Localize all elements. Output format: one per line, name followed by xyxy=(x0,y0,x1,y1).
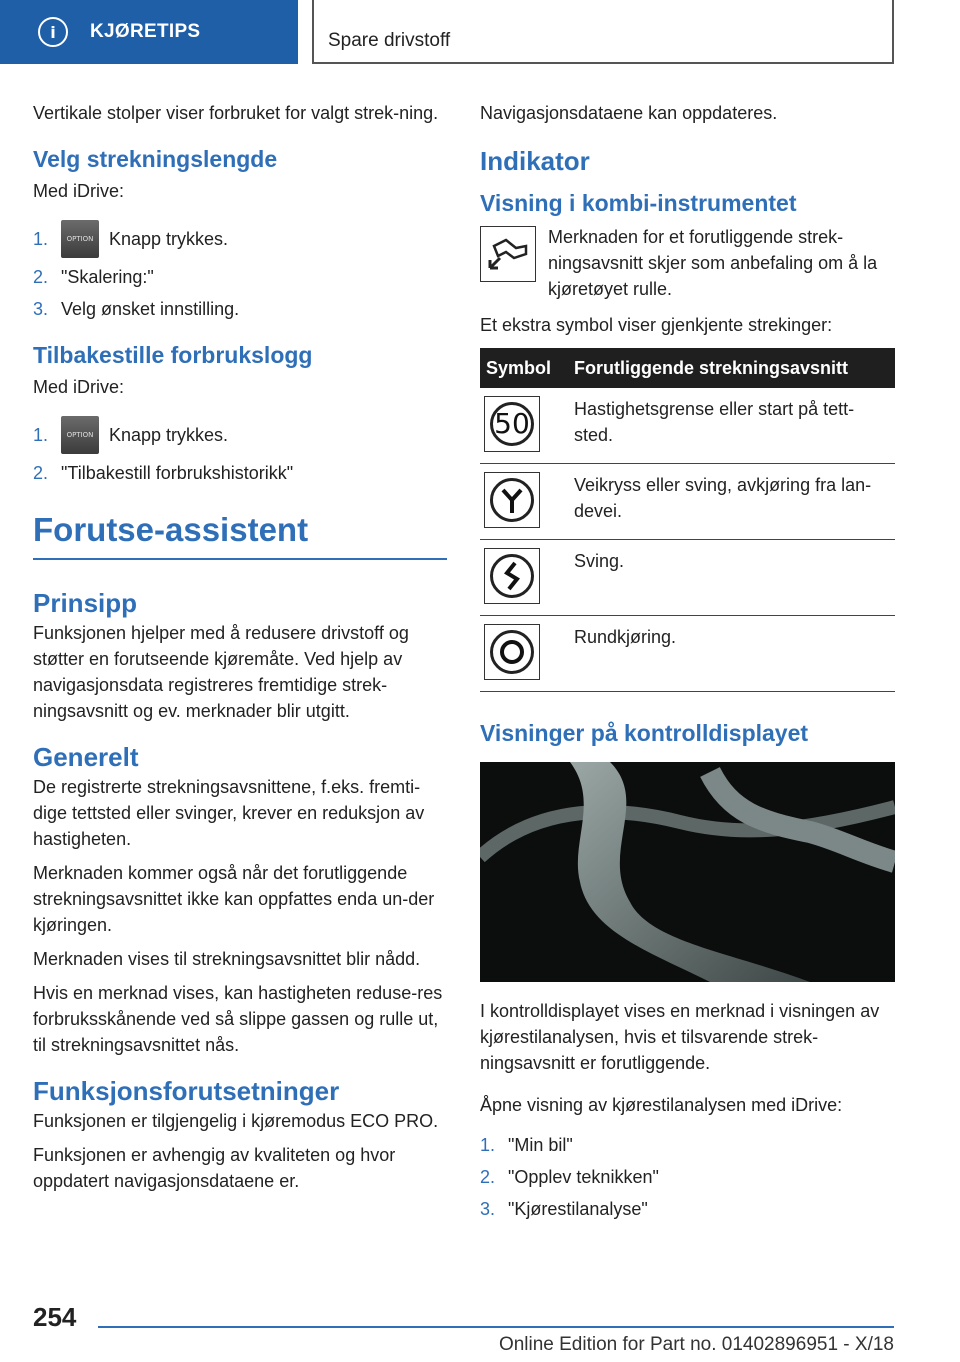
junction-icon xyxy=(484,472,540,528)
heading-reset: Tilbakestille forbrukslogg xyxy=(33,342,313,368)
option-button-icon: OPTION xyxy=(61,416,99,454)
list-item: 3. Velg ønsket innstilling. xyxy=(33,299,240,319)
chapter-title-box xyxy=(312,0,894,64)
general-text-1: De registrerte strekningsavsnittene, f.eks. fremti-dige tettsted eller svinger, krever en reduksjon av hastigheten. xyxy=(33,777,425,849)
edition-text: Online Edition for Part no. 01402896951 - X/18 xyxy=(498,1334,894,1355)
list-item: 1. OPTION Knapp trykkes. xyxy=(33,220,447,258)
prereq-text-2: Funksjonen er avhengig av kvaliteten og hvor oppdatert navigasjonsdataene er. xyxy=(33,1145,396,1191)
page-number: 254 xyxy=(33,1302,77,1332)
roundabout-icon xyxy=(484,624,540,680)
principle-text: Funksjonen hjelper med å redusere drivstoff og støtter en forutseende kjøremåte. Ved hjelp av navigasjonsdata registreres fremtidige strek-ningsavsnitt og ev. merknader blir utgitt. xyxy=(33,623,409,721)
display-text: I kontrolldisplayet vises en merknad i visningen av kjørestilanalysen, hvis et tilsvarende strek-ningsavsnitt er forutliggende. xyxy=(480,1001,880,1073)
heading-kombi: Visning i kombi-instrumentet xyxy=(480,190,797,216)
list-item: 1. "Min bil" xyxy=(480,1135,573,1155)
right-column xyxy=(480,100,895,1230)
info-icon: i xyxy=(38,17,68,47)
extra-symbol-text: Et ekstra symbol viser gjenkjente strekinger: xyxy=(480,315,833,335)
symbol-table xyxy=(480,348,895,692)
table-row: Veikryss eller sving, avkjøring fra lan-devei. xyxy=(480,464,895,540)
col-symbol: Symbol xyxy=(480,348,568,388)
nav-update-text: Navigasjonsdataene kan oppdateres. xyxy=(480,103,778,123)
list-reset xyxy=(33,416,447,486)
heading-principle: Prinsipp xyxy=(33,588,138,618)
section-tab xyxy=(0,0,298,64)
footer-rule xyxy=(98,1326,894,1328)
heading-rule xyxy=(33,558,447,560)
chapter-title: Spare drivstoff xyxy=(328,30,451,51)
idrive-label: Med iDrive: xyxy=(33,181,125,201)
list-open xyxy=(480,1132,895,1222)
list-length xyxy=(33,220,447,322)
kombi-text: Merknaden for et forutliggende strek-ningsavsnitt skjer som anbefaling om å la kjøretøyet rulle. xyxy=(548,227,878,299)
heading-display: Visninger på kontrolldisplayet xyxy=(480,720,809,746)
section-label: KJØRETIPS xyxy=(90,21,201,42)
option-button-icon: OPTION xyxy=(61,220,99,258)
prereq-text-1: Funksjonen er tilgjengelig i kjøremodus ECO PRO. xyxy=(33,1111,439,1131)
list-item: 1. OPTION Knapp trykkes. xyxy=(33,416,447,454)
intro-text: Vertikale stolper viser forbruket for valgt strek-ning. xyxy=(33,103,439,123)
open-view-text: Åpne visning av kjørestilanalysen med iDrive: xyxy=(480,1095,843,1115)
heading-general: Generelt xyxy=(33,742,139,772)
heading-prereq: Funksjonsforutsetninger xyxy=(33,1076,340,1106)
coasting-icon xyxy=(480,226,536,282)
general-text-2: Merknaden kommer også når det forutliggende strekningsavsnittet ikke kan oppfattes enda un-der kjøringen. xyxy=(33,863,435,935)
heading-length: Velg strekningslengde xyxy=(33,146,278,172)
col-desc: Forutliggende strekningsavsnitt xyxy=(568,348,895,388)
table-row: Sving. xyxy=(480,540,895,616)
speed-limit-50-icon: 50 xyxy=(484,396,540,452)
general-text-4: Hvis en merknad vises, kan hastigheten reduse-res forbruksskånende ved så slippe gassen og rulle ut, til strekningsavsnittet nås. xyxy=(33,983,443,1055)
heading-indicator: Indikator xyxy=(480,146,590,176)
road-display-image xyxy=(480,762,895,982)
idrive-label: Med iDrive: xyxy=(33,377,125,397)
general-text-3: Merknaden vises til strekningsavsnittet blir nådd. xyxy=(33,949,421,969)
table-row: 50 Hastighetsgrense eller start på tett-sted. xyxy=(480,388,895,464)
list-item: 2. "Opplev teknikken" xyxy=(480,1167,659,1187)
curve-icon xyxy=(484,548,540,604)
list-item: 2. "Tilbakestill forbrukshistorikk" xyxy=(33,463,294,483)
list-item: 3. "Kjørestilanalyse" xyxy=(480,1199,648,1219)
table-header xyxy=(480,348,895,388)
heading-assistant: Forutse-assistent xyxy=(33,511,309,548)
kombi-note xyxy=(480,224,895,302)
left-column xyxy=(33,100,447,1202)
table-row: Rundkjøring. xyxy=(480,616,895,692)
list-item: 2. "Skalering:" xyxy=(33,267,154,287)
